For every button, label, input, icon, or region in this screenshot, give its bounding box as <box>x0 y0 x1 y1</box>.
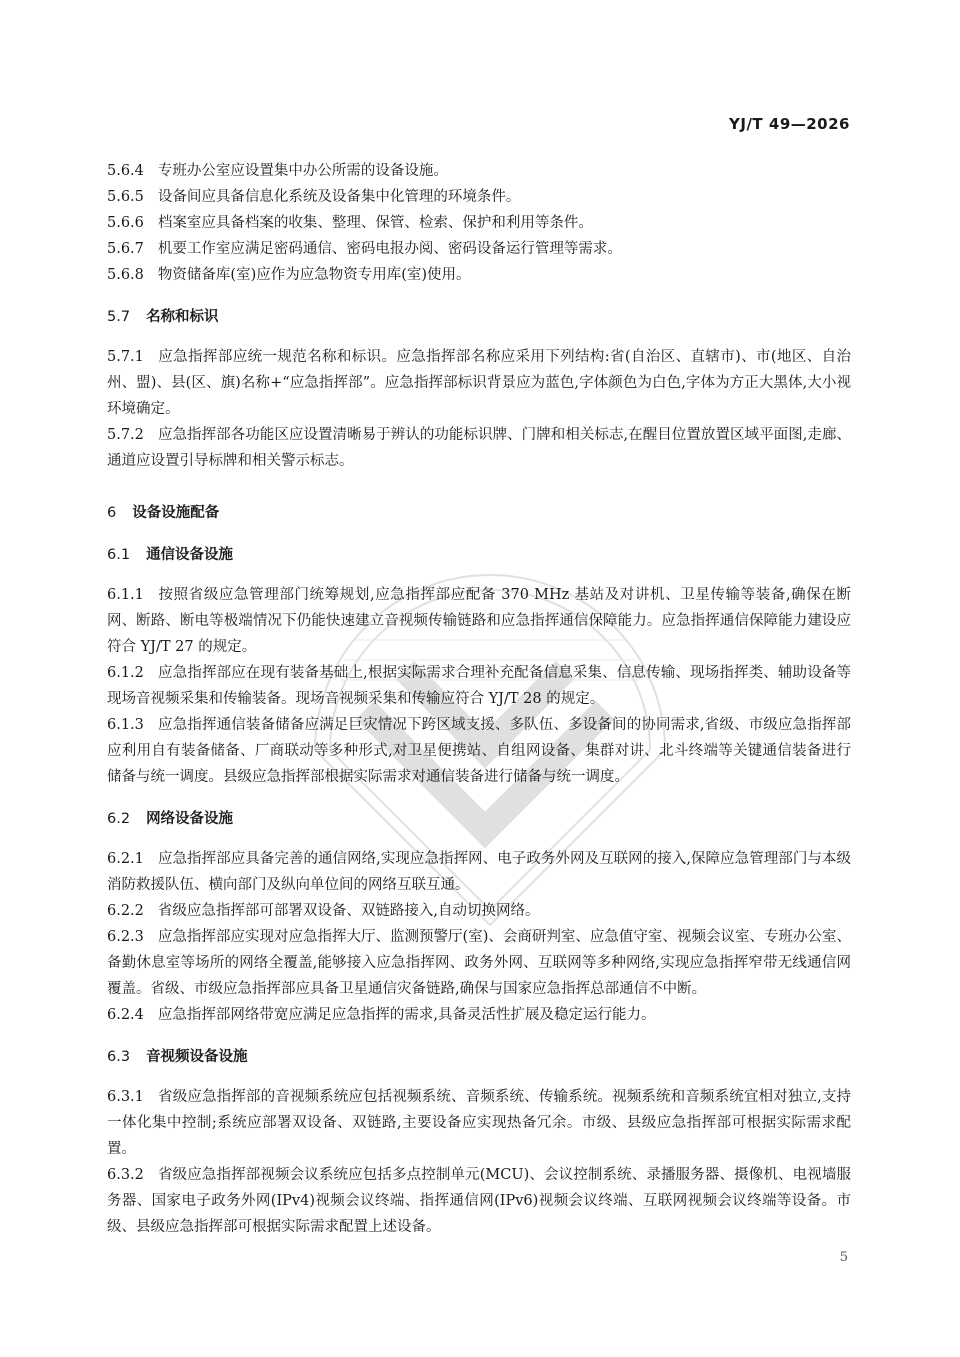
section-heading <box>107 542 851 568</box>
clause-text: 按照省级应急管理部门统筹规划,应急指挥部应配备 370 MHz 基站及对讲机、卫星传输等装备,确保在断网、断路、断电等极端情况下仍能快速建立音视频传输链路和应急指挥通信保障能力。应急指挥通信保障能力建设应符合 YJ/T 27 的规定。 <box>107 587 851 655</box>
clause-paragraph <box>107 262 851 288</box>
clause-number: 6.1.3 <box>107 717 144 733</box>
clause-number: 5.6.6 <box>107 215 144 231</box>
clause-number: 6.1.2 <box>107 665 144 681</box>
page-number: 5 <box>839 1250 848 1265</box>
clause-text: 应急指挥部各功能区应设置清晰易于辨认的功能标识牌、门牌和相关标志,在醒目位置放置区域平面图,走廊、通道应设置引导标牌和相关警示标志。 <box>107 427 851 469</box>
heading-text: 名称和标识 <box>146 309 219 325</box>
standard-code: YJ/T 49—2026 <box>729 115 850 133</box>
clause-number: 6.2.3 <box>107 929 144 945</box>
clause-paragraph <box>107 236 851 262</box>
clause-paragraph <box>107 344 851 422</box>
clause-paragraph <box>107 712 851 790</box>
clause-text: 应急指挥部应具备完善的通信网络,实现应急指挥网、电子政务外网及互联网的接入,保障应急管理部门与本级消防救援队伍、横向部门及纵向单位间的网络互联互通。 <box>107 851 851 893</box>
clause-text: 应急指挥部应实现对应急指挥大厅、监测预警厅(室)、会商研判室、应急值守室、视频会议室、专班办公室、备勤休息室等场所的网络全覆盖,能够接入应急指挥网、政务外网、互联网等多种网络,实现应急指挥窄带无线通信网覆盖。省级、市级应急指挥部应具备卫星通信灾备链路,确保与国家应急指挥总部通信不中断。 <box>107 929 851 997</box>
heading-text: 音视频设备设施 <box>146 1049 248 1065</box>
clause-paragraph <box>107 898 851 924</box>
section-heading <box>107 500 851 526</box>
clause-number: 5.7.2 <box>107 427 144 443</box>
clause-text: 省级应急指挥部视频会议系统应包括多点控制单元(MCU)、会议控制系统、录播服务器、摄像机、电视墙服务器、国家电子政务外网(IPv4)视频会议终端、指挥通信网(IPv6)视频会议终端、互联网视频会议终端等设备。市级、县级应急指挥部可根据实际需求配置上述设备。 <box>107 1167 851 1235</box>
heading-text: 设备设施配备 <box>132 505 220 521</box>
clause-number: 6 <box>107 505 117 521</box>
clause-paragraph <box>107 184 851 210</box>
spacer <box>107 526 851 542</box>
clause-paragraph <box>107 158 851 184</box>
clause-paragraph <box>107 660 851 712</box>
clause-text: 省级应急指挥部的音视频系统应包括视频系统、音频系统、传输系统。视频系统和音频系统宜相对独立,支持一体化集中控制;系统应部署双设备、双链路,主要设备应实现热备冗余。市级、县级应急指挥部可根据实际需求配置。 <box>107 1089 851 1157</box>
clause-number: 5.7.1 <box>107 349 144 365</box>
clause-text: 设备间应具备信息化系统及设备集中化管理的环境条件。 <box>157 189 521 205</box>
clause-paragraph <box>107 1084 851 1162</box>
clause-paragraph <box>107 846 851 898</box>
clause-number: 6.3.2 <box>107 1167 144 1183</box>
clause-number: 6.2.4 <box>107 1007 144 1023</box>
clause-number: 5.7 <box>107 309 131 325</box>
clause-text: 专班办公室应设置集中办公所需的设备设施。 <box>157 163 448 179</box>
clause-number: 6.3 <box>107 1049 131 1065</box>
clause-paragraph <box>107 422 851 474</box>
section-heading <box>107 304 851 330</box>
clause-paragraph <box>107 582 851 660</box>
spacer <box>107 832 851 846</box>
clause-text: 省级应急指挥部可部署双设备、双链路接入,自动切换网络。 <box>157 903 540 919</box>
spacer <box>107 288 851 304</box>
clause-text: 应急指挥部应统一规范名称和标识。应急指挥部名称应采用下列结构:省(自治区、直辖市)、市(地区、自治州、盟)、县(区、旗)名称+“应急指挥部”。应急指挥部标识背景应为蓝色,字体颜色为白色,字体为方正大黑体,大小视环境确定。 <box>107 349 851 417</box>
clause-text: 应急指挥部网络带宽应满足应急指挥的需求,具备灵活性扩展及稳定运行能力。 <box>157 1007 656 1023</box>
heading-text: 通信设备设施 <box>146 547 234 563</box>
clause-number: 6.1.1 <box>107 587 144 603</box>
clause-number: 6.1 <box>107 547 131 563</box>
spacer <box>107 330 851 344</box>
clause-number: 5.6.5 <box>107 189 144 205</box>
clause-paragraph <box>107 1162 851 1240</box>
heading-text: 网络设备设施 <box>146 811 234 827</box>
clause-paragraph <box>107 1002 851 1028</box>
clause-number: 5.6.7 <box>107 241 144 257</box>
clause-number: 5.6.8 <box>107 267 144 283</box>
clause-number: 6.2.1 <box>107 851 144 867</box>
clause-number: 6.2 <box>107 811 131 827</box>
document-body <box>107 158 851 1240</box>
spacer <box>107 1028 851 1044</box>
clause-number: 6.3.1 <box>107 1089 144 1105</box>
clause-number: 6.2.2 <box>107 903 144 919</box>
clause-text: 应急指挥部应在现有装备基础上,根据实际需求合理补充配备信息采集、信息传输、现场指挥类、辅助设备等现场音视频采集和传输装备。现场音视频采集和传输应符合 YJ/T 28 的规定。 <box>107 665 851 707</box>
clause-text: 应急指挥通信装备储备应满足巨灾情况下跨区域支援、多队伍、多设备间的协同需求,省级、市级应急指挥部应利用自有装备储备、厂商联动等多种形式,对卫星便携站、自组网设备、集群对讲、北斗终端等关键通信装备进行储备与统一调度。县级应急指挥部根据实际需求对通信装备进行储备与统一调度。 <box>107 717 851 785</box>
clause-text: 机要工作室应满足密码通信、密码电报办阅、密码设备运行管理等需求。 <box>157 241 622 257</box>
spacer <box>107 790 851 806</box>
section-heading <box>107 806 851 832</box>
spacer <box>107 1070 851 1084</box>
clause-paragraph <box>107 924 851 1002</box>
spacer <box>107 474 851 500</box>
clause-text: 档案室应具备档案的收集、整理、保管、检索、保护和利用等条件。 <box>157 215 593 231</box>
spacer <box>107 568 851 582</box>
section-heading <box>107 1044 851 1070</box>
clause-paragraph <box>107 210 851 236</box>
clause-text: 物资储备库(室)应作为应急物资专用库(室)使用。 <box>157 267 471 283</box>
clause-number: 5.6.4 <box>107 163 144 179</box>
